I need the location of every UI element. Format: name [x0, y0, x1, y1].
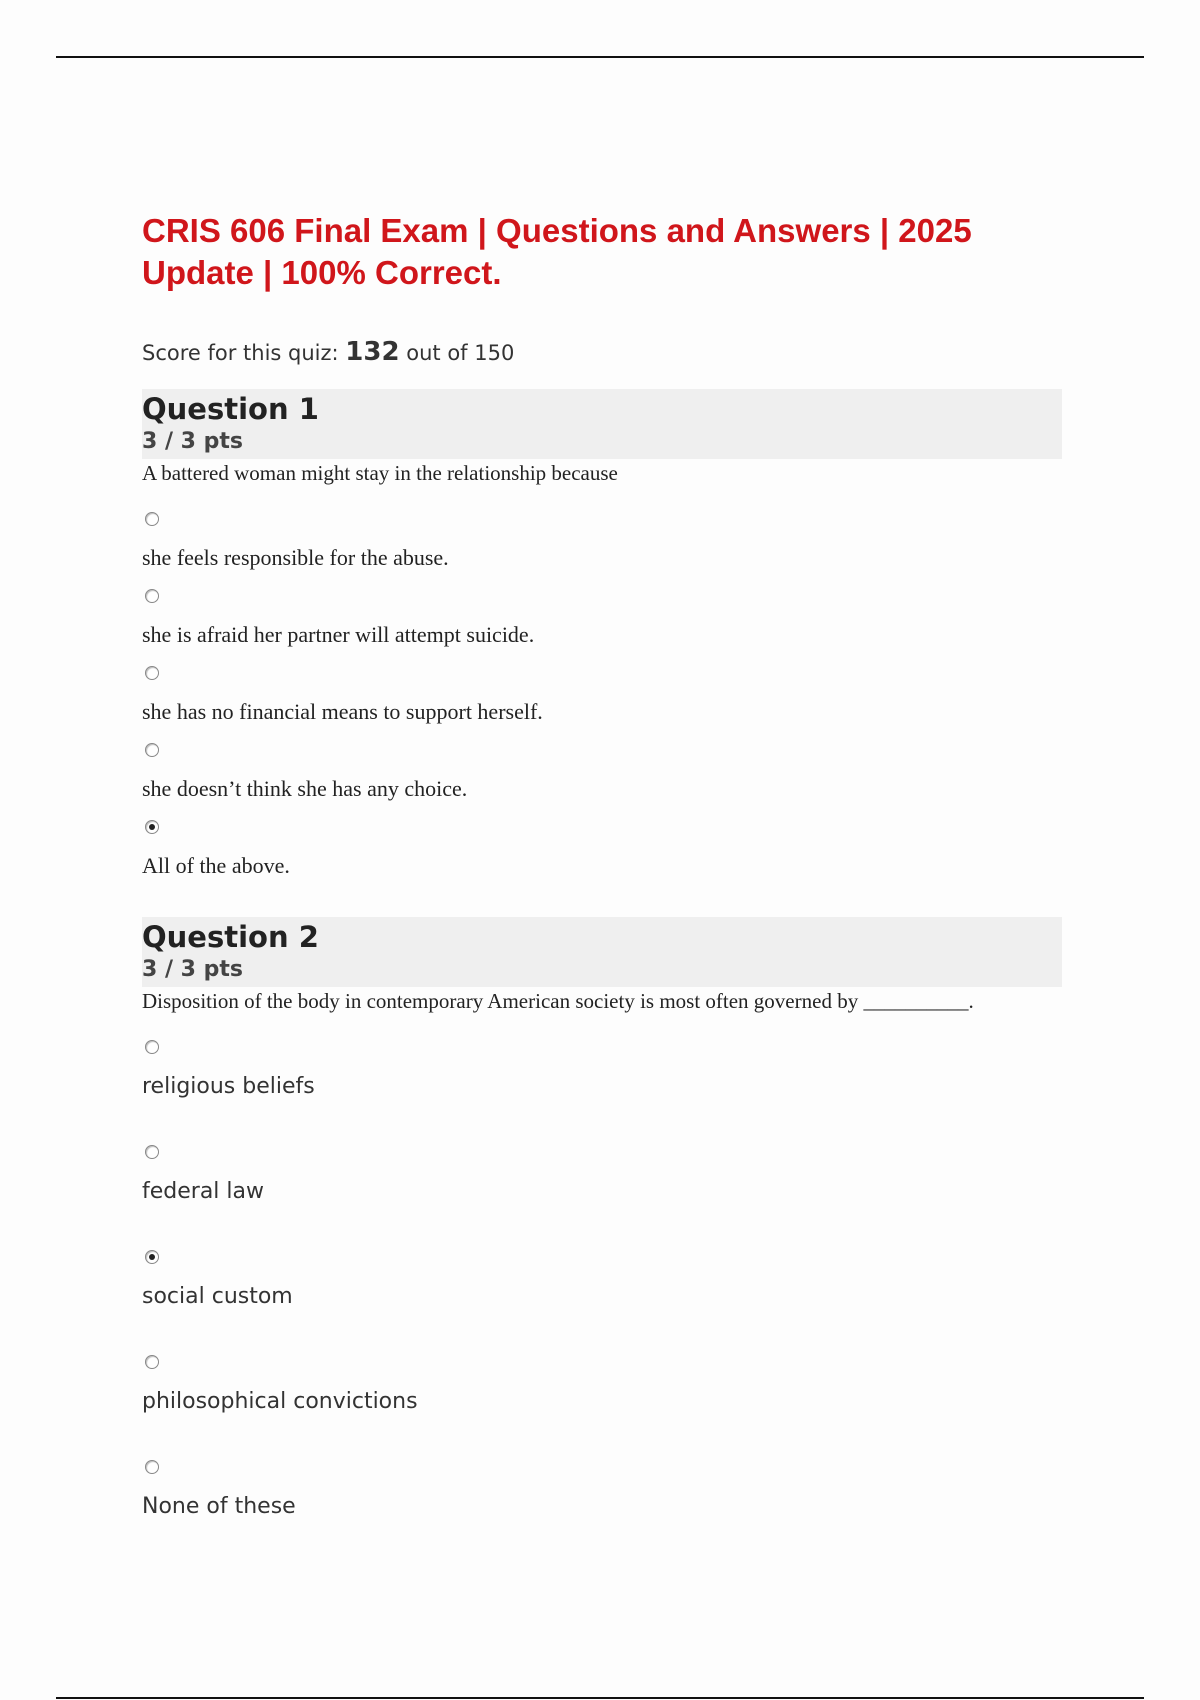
- page-content: [142, 210, 1062, 1565]
- score-value: 132: [345, 337, 400, 367]
- answer-option[interactable]: [142, 666, 1062, 743]
- answer-label: she has no financial means to support herself.: [142, 699, 543, 724]
- question-1: [142, 389, 1062, 897]
- question-points: 3 / 3 pts: [142, 429, 243, 454]
- radio-button[interactable]: [145, 1040, 159, 1054]
- answer-option[interactable]: [142, 1250, 1062, 1355]
- answer-list: [142, 1040, 1062, 1565]
- radio-button[interactable]: [145, 589, 159, 603]
- answer-list: [142, 512, 1062, 897]
- answer-label: federal law: [142, 1179, 264, 1204]
- question-text: A battered woman might stay in the relationship because: [142, 461, 618, 485]
- radio-button[interactable]: [145, 512, 159, 526]
- answer-option[interactable]: [142, 1355, 1062, 1460]
- question-title: Question 1: [142, 392, 319, 426]
- answer-label: social custom: [142, 1284, 293, 1309]
- score-prefix: Score for this quiz:: [142, 341, 339, 365]
- answer-label: All of the above.: [142, 853, 290, 878]
- answer-label: she is afraid her partner will attempt suicide.: [142, 622, 535, 647]
- answer-label: None of these: [142, 1494, 296, 1519]
- answer-option[interactable]: [142, 512, 1062, 589]
- document-title: CRIS 606 Final Exam | Questions and Answers | 2025 Update | 100% Correct.: [142, 212, 972, 291]
- answer-option[interactable]: [142, 820, 1062, 897]
- answer-label: philosophical convictions: [142, 1389, 418, 1414]
- radio-button[interactable]: [145, 743, 159, 757]
- question-2: [142, 917, 1062, 1565]
- question-header: [142, 389, 1062, 459]
- answer-option[interactable]: [142, 1145, 1062, 1250]
- radio-button[interactable]: [145, 1355, 159, 1369]
- answer-label: she feels responsible for the abuse.: [142, 545, 449, 570]
- radio-button-selected[interactable]: [145, 820, 159, 834]
- radio-button[interactable]: [145, 1145, 159, 1159]
- bottom-rule: [56, 1697, 1144, 1699]
- question-text: Disposition of the body in contemporary American society is most often governed by __________.: [142, 989, 974, 1013]
- answer-option[interactable]: [142, 743, 1062, 820]
- answer-label: religious beliefs: [142, 1074, 315, 1099]
- top-rule: [56, 56, 1144, 58]
- radio-button[interactable]: [145, 1460, 159, 1474]
- answer-option[interactable]: [142, 589, 1062, 666]
- quiz-score: [142, 337, 1062, 367]
- question-title: Question 2: [142, 920, 319, 954]
- answer-option[interactable]: [142, 1460, 1062, 1565]
- question-header: [142, 917, 1062, 987]
- answer-label: she doesn’t think she has any choice.: [142, 776, 468, 801]
- answer-option[interactable]: [142, 1040, 1062, 1145]
- radio-button[interactable]: [145, 666, 159, 680]
- score-suffix: out of 150: [406, 341, 515, 365]
- radio-button-selected[interactable]: [145, 1250, 159, 1264]
- question-points: 3 / 3 pts: [142, 957, 243, 982]
